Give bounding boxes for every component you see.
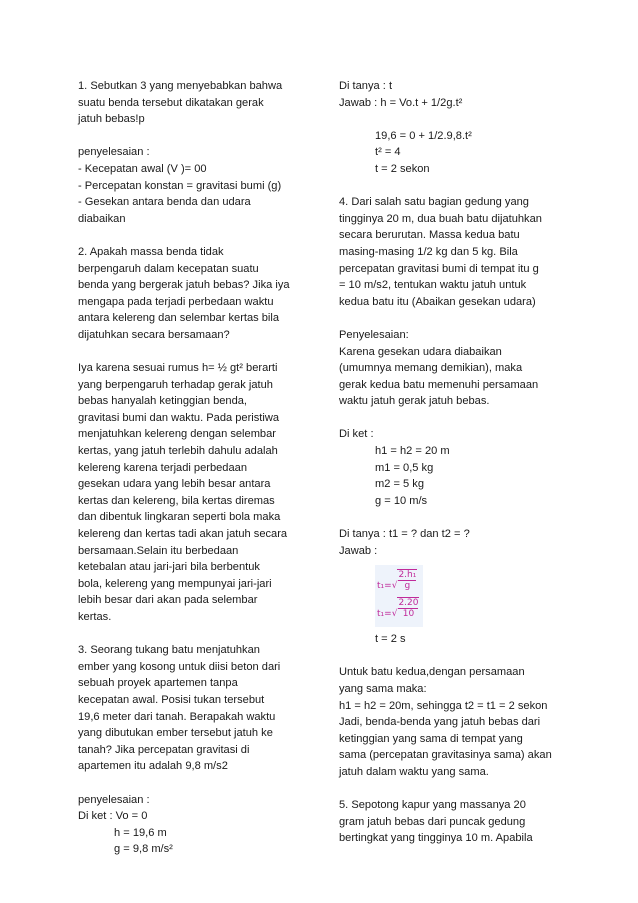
text-line: penyelesaian : [78,146,150,159]
text-line: tingginya 20 m, dua buah batu dijatuhkan [339,212,542,225]
text-line: dan dibentuk lingkaran seperti bola maka [78,511,281,524]
text-line: gravitasi bumi dan waktu. Pada peristiwa [78,411,280,424]
text-line: - Percepatan konstan = gravitasi bumi (g) [78,179,282,192]
text-line: kertas, yang jatuh terlebih dahulu adalah [78,445,278,458]
text-line: Di tanya : t1 = ? dan t2 = ? [339,528,470,541]
text-line: yang sama maka: [339,683,427,695]
text-line: masing-masing 1/2 kg dan 5 kg. Bila [339,245,518,258]
text-line: berpengaruh dalam kecepatan suatu [78,262,259,275]
right-column [339,78,571,847]
text-line: bersamaan.Selain itu berbedaan [78,544,239,557]
text-line: benda yang bergerak jatuh bebas? Jika iya [78,279,290,292]
text-line: 19,6 = 0 + 1/2.9,8.t² [375,129,472,142]
text-line: h1 = h2 = 20m, sehingga t2 = t1 = 2 sekon [339,699,548,712]
formula-num-2: 2.20 [398,598,419,609]
blank-line [339,410,571,427]
blank-line [339,509,571,526]
blank-line [339,781,571,798]
blank-line [78,344,310,361]
text-line: jatuh bebas!p [78,113,145,126]
text-line: kedua batu itu (Abaikan gesekan udara) [339,295,536,308]
text-line: Di ket : Vo = 0 [78,810,148,823]
text-line: t = 2 sekon [375,162,430,175]
text-line: g = 9,8 m/s² [114,843,173,856]
text-line: gram jatuh bebas dari puncak gedung [339,815,526,828]
text-line: apartemen itu adalah 9,8 m/s2 [78,760,228,773]
blank-line [339,111,571,128]
text-line: bola, kelereng yang mempunyai jari-jari [78,577,272,590]
text-line: yang berpengaruh terhadap gerak jatuh [78,378,273,391]
text-line: ember yang kosong untuk diisi beton dari [78,660,281,673]
text-line: percepatan gravitasi bumi di tempat itu g [339,262,539,275]
text-line: h1 = h2 = 20 m [375,445,450,458]
text-line: bertingkat yang tingginya 10 m. Apabila [339,832,533,845]
text-line: g = 10 m/s [375,494,428,507]
text-line: kertas dan kelereng, bila kertas diremas [78,494,275,507]
formula-lhs-2: t₁= [377,609,392,620]
text-line: gerak kedua batu memenuhi persamaan [339,378,539,391]
text-line: gesekan udara yang lebih besar antara [78,478,271,491]
text-line: (umumnya memang demikian), maka [339,362,523,375]
text-line: kelereng dan kertas tadi akan jatuh secara [78,528,288,541]
text-line: 19,6 meter dari tanah. Berapakah waktu [78,710,276,723]
text-line: antara kelereng dan selembar kertas bila [78,312,280,325]
left-column [78,78,310,858]
formula-den-2: 10 [402,609,415,620]
text-line: menjatuhkan kelereng dengan selembar [78,428,276,441]
text-line: jatuh dalam waktu yang sama. [339,765,489,778]
text-line: suatu benda tersebut dikatakan gerak [78,96,264,109]
text-line: dijatuhkan secara bersamaan? [78,328,230,341]
text-line: kelereng karena terjadi perbedaan [78,461,247,474]
text-line: diabaikan [78,212,126,225]
text-line: Untuk batu kedua,dengan persamaan [339,666,525,679]
text-line: Jawab : h = Vo.t + 1/2g.t² [339,96,463,109]
blank-line [78,626,310,643]
formula-image [375,565,423,627]
formula-row-2: t₁=√ $\frac{2.20}{10}$ [377,598,419,620]
text-line: kertas. [78,611,112,623]
text-line: = 10 m/s2, tentukan waktu jatuh untuk [339,279,527,292]
text-line: h = 19,6 m [114,826,167,839]
text-line: Iya karena sesuai rumus h= ½ gt² berarti [78,362,278,375]
blank-line [78,128,310,145]
text-line: 1. Sebutkan 3 yang menyebabkan bahwa [78,80,283,92]
text-line: Di ket : [339,428,374,441]
text-line: 5. Sepotong kapur yang massanya 20 [339,799,526,812]
text-line: sebuah proyek apartemen tanpa [78,677,238,690]
blank-line [339,178,571,195]
text-line: waktu jatuh gerak jatuh bebas. [339,395,490,408]
formula-row-1: t₁=√ $\frac{\text{2.h₁}}{g}$ [377,570,417,592]
blank-line [78,775,310,792]
text-line: lebih besar dari akan pada selembar [78,594,258,607]
text-line: Penyelesaian: [339,328,409,341]
text-line: t = 2 s [375,633,406,646]
text-line: mengapa pada terjadi perbedaan waktu [78,295,274,308]
right-column-part-a [339,78,571,559]
right-column-part-b [339,631,571,847]
text-line: m1 = 0,5 kg [375,461,434,474]
text-line: penyelesaian : [78,793,150,806]
blank-line [78,227,310,244]
text-line: tanah? Jika percepatan gravitasi di [78,743,250,756]
text-line: Karena gesekan udara diabaikan [339,345,502,358]
blank-line [339,648,571,665]
text-line: sama (percepatan gravitasinya sama) akan [339,749,552,762]
text-line: m2 = 5 kg [375,478,425,491]
text-line: Jadi, benda-benda yang jatuh bebas dari [339,716,541,729]
text-line: secara berurutan. Massa kedua batu [339,229,520,242]
text-line: bebas hanyalah ketinggian benda, [78,395,248,408]
text-line: 2. Apakah massa benda tidak [78,245,224,258]
formula-den-1: g [404,581,411,592]
text-line: 4. Dari salah satu bagian gedung yang [339,196,529,209]
text-line: ketebalan atau jari-jari bila berbentuk [78,561,260,574]
text-line: yang dibutukan ember tersebut jatuh ke [78,727,273,740]
formula-lhs-1: t₁= [377,581,392,592]
text-line: ketinggian yang sama di tempat yang [339,732,523,745]
text-line: - Gesekan antara benda dan udara [78,196,251,209]
formula-num-1: 2.h₁ [398,570,417,581]
text-line: Jawab : [339,544,378,557]
blank-line [339,310,571,327]
text-line: t² = 4 [375,146,401,159]
text-line: 3. Seorang tukang batu menjatuhkan [78,644,260,657]
text-line: - Kecepatan awal (V )= 00 [78,162,207,175]
text-line: kecepatan awal. Posisi tukan tersebut [78,693,265,706]
text-line: Di tanya : t [339,80,393,92]
